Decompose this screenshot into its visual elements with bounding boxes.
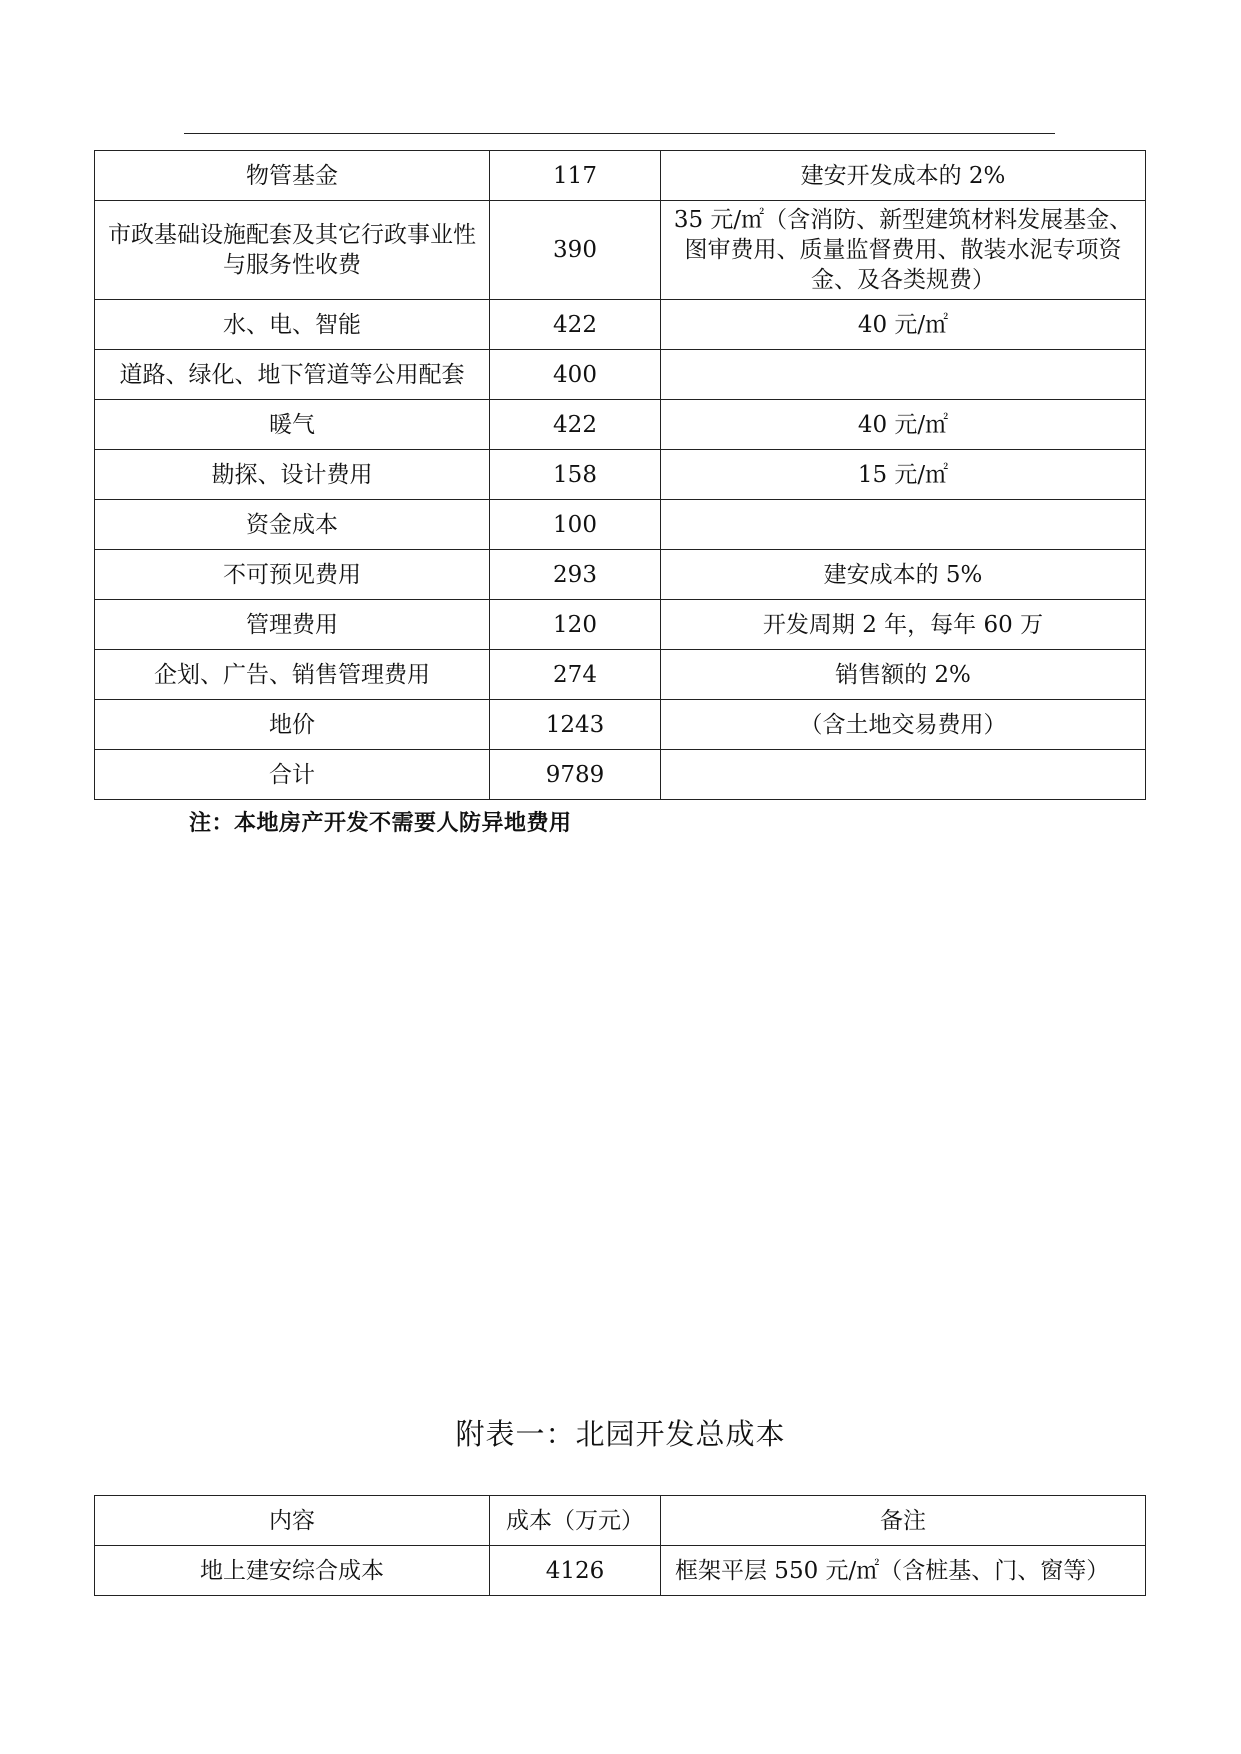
note-cell: 建安成本的 5% (661, 550, 1146, 600)
cost-cell: 158 (490, 450, 661, 500)
item-cell: 勘探、设计费用 (95, 450, 490, 500)
appendix-title: 附表一：北园开发总成本 (455, 1417, 786, 1451)
table-row (95, 600, 1146, 650)
note-cell (661, 350, 1146, 400)
table-row (95, 400, 1146, 450)
cost-cell: 422 (490, 400, 661, 450)
footnote: 注：本地房产开发不需要人防异地费用 (189, 811, 572, 836)
cost-cell: 1243 (490, 700, 661, 750)
table-row (95, 1546, 1146, 1596)
cost-cell: 390 (490, 201, 661, 300)
table-row (95, 500, 1146, 550)
note-cell: 40 元/㎡ (661, 300, 1146, 350)
cost-cell: 100 (490, 500, 661, 550)
table-header-row (95, 1496, 1146, 1546)
header-rule (184, 133, 1055, 134)
header-item: 内容 (95, 1496, 490, 1546)
table-row (95, 650, 1146, 700)
table-row (95, 350, 1146, 400)
note-cell: 建安开发成本的 2% (661, 151, 1146, 201)
cost-cell: 293 (490, 550, 661, 600)
cost-cell: 422 (490, 300, 661, 350)
note-cell: 销售额的 2% (661, 650, 1146, 700)
item-cell: 资金成本 (95, 500, 490, 550)
cost-cell: 400 (490, 350, 661, 400)
table-row (95, 450, 1146, 500)
note-cell: 15 元/㎡ (661, 450, 1146, 500)
table-row (95, 700, 1146, 750)
total-row (95, 750, 1146, 800)
cost-cell: 117 (490, 151, 661, 201)
item-cell: 市政基础设施配套及其它行政事业性与服务性收费 (95, 201, 490, 300)
item-cell: 道路、绿化、地下管道等公用配套 (95, 350, 490, 400)
cost-cell: 9789 (490, 750, 661, 800)
cost-cell: 120 (490, 600, 661, 650)
table-row (95, 201, 1146, 300)
cost-breakdown-table (94, 150, 1146, 800)
note-cell: 35 元/㎡（含消防、新型建筑材料发展基金、图审费用、质量监督费用、散装水泥专项资金、及各类规费） (661, 201, 1146, 300)
note-cell: 开发周期 2 年，每年 60 万 (661, 600, 1146, 650)
cost-cell: 274 (490, 650, 661, 700)
item-cell: 企划、广告、销售管理费用 (95, 650, 490, 700)
table-row (95, 151, 1146, 201)
table-row (95, 300, 1146, 350)
item-cell: 合计 (95, 750, 490, 800)
item-cell: 管理费用 (95, 600, 490, 650)
note-cell: 框架平层 550 元/㎡（含桩基、门、窗等） (661, 1546, 1146, 1596)
item-cell: 水、电、智能 (95, 300, 490, 350)
table-row (95, 550, 1146, 600)
header-cost: 成本（万元） (490, 1496, 661, 1546)
note-cell: （含土地交易费用） (661, 700, 1146, 750)
note-cell: 40 元/㎡ (661, 400, 1146, 450)
note-cell (661, 500, 1146, 550)
item-cell: 暖气 (95, 400, 490, 450)
appendix-cost-table (94, 1495, 1146, 1596)
cost-cell: 4126 (490, 1546, 661, 1596)
item-cell: 不可预见费用 (95, 550, 490, 600)
item-cell: 地价 (95, 700, 490, 750)
item-cell: 物管基金 (95, 151, 490, 201)
header-note: 备注 (661, 1496, 1146, 1546)
item-cell: 地上建安综合成本 (95, 1546, 490, 1596)
note-cell (661, 750, 1146, 800)
